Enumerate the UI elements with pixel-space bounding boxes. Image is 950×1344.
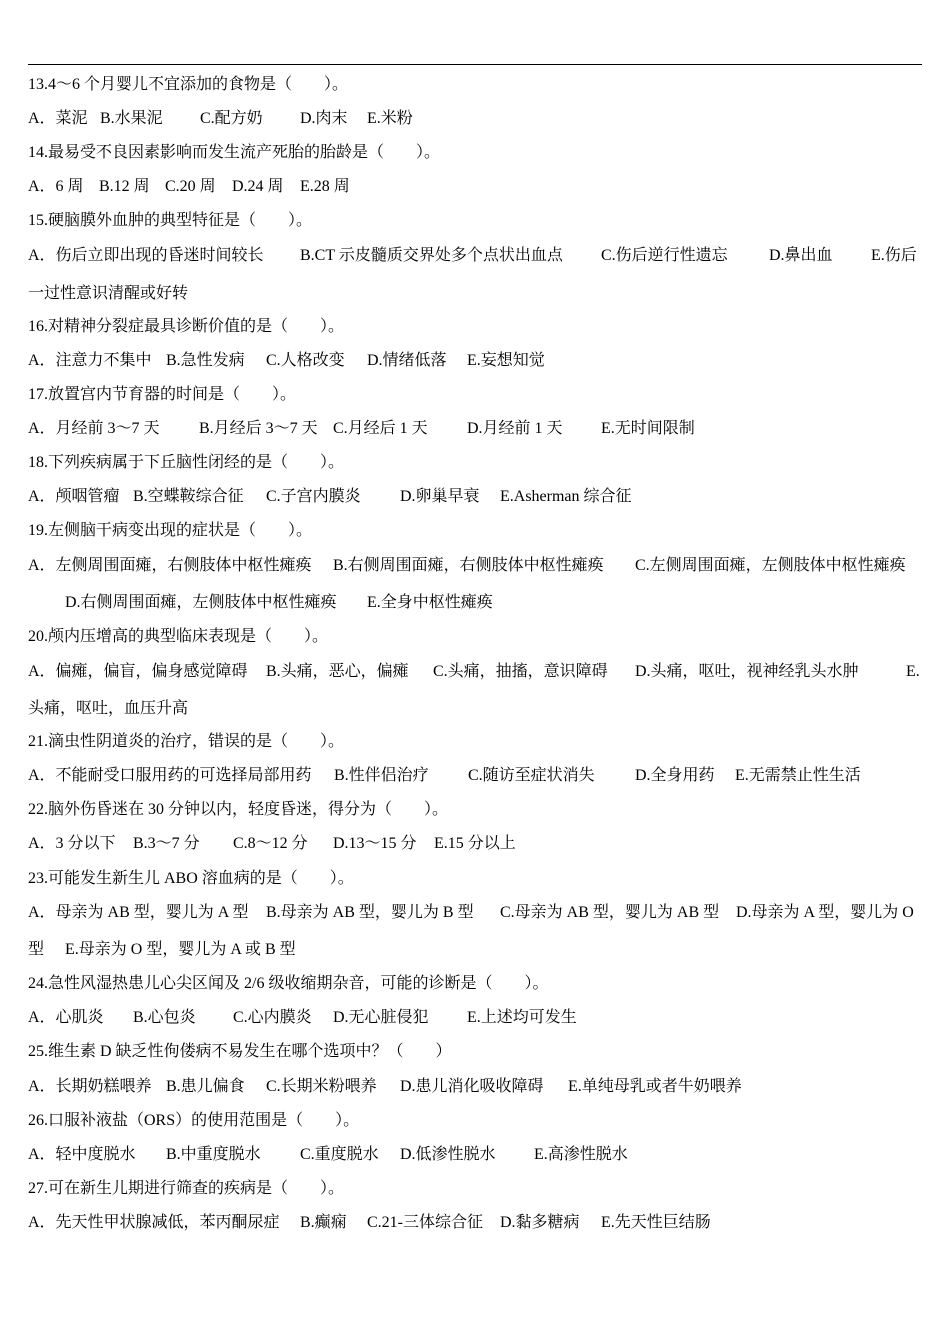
question-17-option-d: D.月经前 1 天 [467,420,563,437]
question-20-options-continued [0,699,950,719]
question-22-stem: 22.脑外伤昏迷在 30 分钟以内，轻度昏迷，得分为（ ）。 [28,801,449,818]
question-21-option-e: E.无需禁止性生活 [735,767,861,784]
question-15-stem: 15.硬脑膜外血肿的典型特征是（ ）。 [28,212,313,229]
question-23-options-continued [0,940,950,960]
question-27-option-c: C.21-三体综合征 [367,1214,484,1231]
question-17-option-c: C.月经后 1 天 [333,420,428,437]
question-24-option-e: E.上述均可发生 [467,1009,577,1026]
question-20-option-b: B.头痛，恶心，偏瘫 [266,663,409,680]
question-21-stem: 21.滴虫性阴道炎的治疗，错误的是（ ）。 [28,733,345,750]
question-27-option-a: A．先天性甲状腺减低，苯丙酮尿症 [28,1214,280,1231]
question-17-option-a: A．月经前 3～7 天 [28,420,160,437]
question-24-option-b: B.心包炎 [133,1009,196,1026]
question-17-option-b: B.月经后 3～7 天 [199,420,318,437]
question-19-option-e: E.全身中枢性瘫痪 [367,594,493,611]
question-16-stem: 16.对精神分裂症最具诊断价值的是（ ）。 [28,318,345,335]
question-21 [0,732,950,752]
question-20-options [0,662,950,682]
question-13-option-e: E.米粉 [367,110,413,127]
question-26-option-b: B.中重度脱水 [166,1146,261,1163]
question-14-option-c: C.20 周 [165,178,216,195]
question-14-options [0,177,950,197]
question-22-option-d: D.13～15 分 [333,835,417,852]
question-26-options [0,1145,950,1165]
question-13-stem: 13.4～6 个月婴儿不宜添加的食物是（ ）。 [28,76,349,93]
question-15 [0,211,950,231]
question-22-option-c: C.8～12 分 [233,835,308,852]
question-15-option-c: C.伤后逆行性遗忘 [601,247,728,264]
question-16-options [0,351,950,371]
question-15-options-continued [0,284,950,304]
question-14 [0,143,950,163]
question-26-stem: 26.口服补液盐（ORS）的使用范围是（ ）。 [28,1112,360,1129]
question-15-option-e-continued: 一过性意识清醒或好转 [28,285,189,302]
question-15-option-e: E.伤后 [871,247,917,264]
question-23-stem: 23.可能发生新生儿 ABO 溶血病的是（ ）。 [28,870,354,887]
question-20-option-e-continued: 头痛，呕吐，血压升高 [28,700,189,717]
question-20 [0,627,950,647]
question-26-option-d: D.低渗性脱水 [400,1146,496,1163]
question-25-option-d: D.患儿消化吸收障碍 [400,1078,544,1095]
question-19-options [0,556,950,576]
question-27-stem: 27.可在新生儿期进行筛查的疾病是（ ）。 [28,1180,345,1197]
question-23 [0,869,950,889]
question-23-option-b: B.母亲为 AB 型，婴儿为 B 型 [266,904,474,921]
question-13 [0,75,950,95]
question-24 [0,974,950,994]
question-14-option-d: D.24 周 [232,178,284,195]
question-19-option-d: D.右侧周围面瘫，左侧肢体中枢性瘫痪 [65,594,337,611]
question-21-option-a: A．不能耐受口服用药的可选择局部用药 [28,767,312,784]
question-27-option-d: D.黏多糖病 [500,1214,580,1231]
question-26 [0,1111,950,1131]
question-21-options [0,766,950,786]
question-19 [0,521,950,541]
question-25-option-a: A．长期奶糕喂养 [28,1078,152,1095]
question-23-option-d-continued: 型 [28,941,45,958]
question-26-option-c: C.重度脱水 [300,1146,379,1163]
question-17 [0,385,950,405]
question-13-option-c: C.配方奶 [200,110,263,127]
question-24-option-d: D.无心脏侵犯 [333,1009,429,1026]
question-16-option-b: B.急性发病 [166,352,245,369]
question-20-option-d: D.头痛，呕吐，视神经乳头水肿 [635,663,859,680]
question-13-option-b: B.水果泥 [100,110,163,127]
question-18-option-b: B.空蝶鞍综合征 [133,488,244,505]
question-27-option-b: B.癫痫 [300,1214,347,1231]
question-16-option-e: E.妄想知觉 [467,352,545,369]
question-17-stem: 17.放置宫内节育器的时间是（ ）。 [28,386,297,403]
question-14-option-e: E.28 周 [300,178,350,195]
question-21-option-b: B.性伴侣治疗 [334,767,429,784]
question-20-stem: 20.颅内压增高的典型临床表现是（ ）。 [28,628,329,645]
question-23-option-a: A．母亲为 AB 型，婴儿为 A 型 [28,904,249,921]
question-19-option-b: B.右侧周围面瘫，右侧肢体中枢性瘫痪 [333,557,604,574]
question-15-option-d: D.鼻出血 [769,247,833,264]
question-16-option-a: A．注意力不集中 [28,352,152,369]
question-25-options [0,1077,950,1097]
question-21-option-c: C.随访至症状消失 [468,767,595,784]
question-24-option-a: A．心肌炎 [28,1009,104,1026]
question-26-option-a: A．轻中度脱水 [28,1146,136,1163]
question-25-option-c: C.长期米粉喂养 [266,1078,377,1095]
header-rule [28,64,922,65]
question-24-options [0,1008,950,1028]
question-19-option-a: A．左侧周围面瘫，右侧肢体中枢性瘫痪 [28,557,312,574]
question-16 [0,317,950,337]
question-13-option-a: A．菜泥 [28,110,88,127]
question-26-option-e: E.高渗性脱水 [534,1146,628,1163]
question-24-stem: 24.急性风湿热患儿心尖区闻及 2/6 级收缩期杂音，可能的诊断是（ ）。 [28,975,549,992]
question-20-option-a: A．偏瘫，偏盲，偏身感觉障碍 [28,663,248,680]
question-23-options [0,903,950,923]
question-25 [0,1042,950,1062]
question-22-options [0,834,950,854]
question-14-option-b: B.12 周 [99,178,150,195]
question-17-options [0,419,950,439]
question-15-options [0,246,950,266]
question-18-option-c: C.子宫内膜炎 [266,488,361,505]
question-16-option-c: C.人格改变 [266,352,345,369]
question-15-option-a: A．伤后立即出现的昏迷时间较长 [28,247,264,264]
question-13-options [0,109,950,129]
question-23-option-e: E.母亲为 O 型，婴儿为 A 或 B 型 [65,941,296,958]
question-25-stem: 25.维生素 D 缺乏性佝偻病不易发生在哪个选项中？（ ） [28,1043,452,1060]
question-23-option-c: C.母亲为 AB 型，婴儿为 AB 型 [500,904,720,921]
question-18-option-e: E.Asherman 综合征 [500,488,632,505]
question-22-option-a: A．3 分以下 [28,835,116,852]
question-25-option-b: B.患儿偏食 [166,1078,245,1095]
question-23-option-d: D.母亲为 A 型，婴儿为 O [736,904,914,921]
question-19-options-continued [0,593,950,613]
question-18-options [0,487,950,507]
question-19-stem: 19.左侧脑干病变出现的症状是（ ）。 [28,522,313,539]
question-20-option-c: C.头痛，抽搐，意识障碍 [433,663,608,680]
question-19-option-c: C.左侧周围面瘫，左侧肢体中枢性瘫痪 [635,557,906,574]
question-18-option-d: D.卵巢早衰 [400,488,480,505]
question-27 [0,1179,950,1199]
question-18-option-a: A．颅咽管瘤 [28,488,120,505]
question-21-option-d: D.全身用药 [635,767,715,784]
question-22-option-b: B.3～7 分 [133,835,200,852]
question-14-stem: 14.最易受不良因素影响而发生流产死胎的胎龄是（ ）。 [28,144,441,161]
question-25-option-e: E.单纯母乳或者牛奶喂养 [568,1078,742,1095]
question-13-option-d: D.肉末 [300,110,348,127]
question-22 [0,800,950,820]
question-22-option-e: E.15 分以上 [434,835,516,852]
question-16-option-d: D.情绪低落 [367,352,447,369]
question-20-option-e: E. [906,663,920,680]
question-15-option-b: B.CT 示皮髓质交界处多个点状出血点 [300,247,563,264]
question-27-option-e: E.先天性巨结肠 [601,1214,711,1231]
question-17-option-e: E.无时间限制 [601,420,695,437]
question-18 [0,453,950,473]
question-18-stem: 18.下列疾病属于下丘脑性闭经的是（ ）。 [28,454,345,471]
question-24-option-c: C.心内膜炎 [233,1009,312,1026]
question-27-options [0,1213,950,1233]
question-14-option-a: A．6 周 [28,178,84,195]
